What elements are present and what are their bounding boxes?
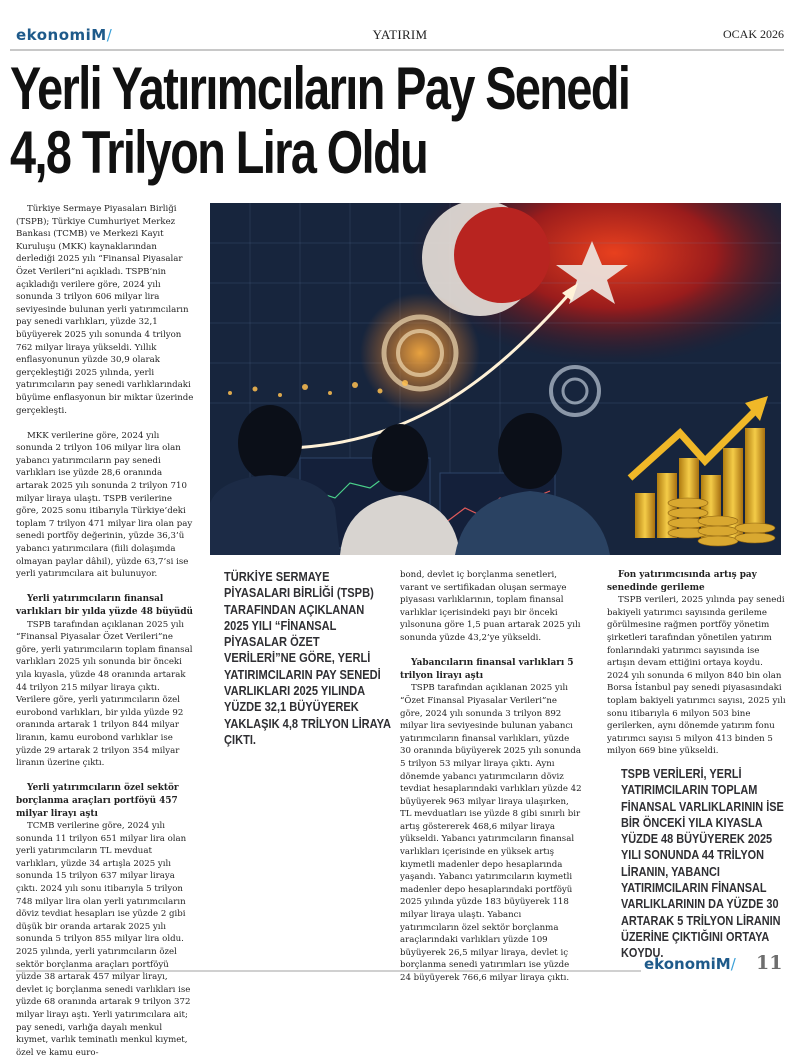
issue-date: OCAK 2026	[722, 27, 784, 41]
section-label: YATIRIM	[372, 27, 428, 42]
hero-image	[210, 203, 781, 555]
paragraph: MKK verilerine göre, 2024 yılı sonunda 2 trilyon 106 milyar lira olan yabancı yatırımcıların pay senedi varlıkları ise yüzde 28,6 oranında artarak 2025 yılı sonunda 2 trilyon 710 milyar liraya ulaştı. TSPB verilerine göre, 2025 sonu itibarıyla Türkiye’deki toplam 7 trilyon 471 milyar lira olan pay senedi portföy değerinin, yüzde 36,3’ü yabancı yatırımcılara (fiili dolaşımda olmayan paylar dâhil), yüzde 63,7’si ise yerli yatırımcılara ait bulunuyor.	[16, 430, 193, 580]
paragraph: TSPB tarafından açıklanan 2025 yılı “Özet Finansal Piyasalar Verileri”ne göre, 2024 yılı sonunda 3 trilyon 892 milyar lira seviyesinde bulunan yabancı yatırımcıların finansal varlıkları, yüzde 30 oranında büyüyerek 2025 yılı sonunda 5 trilyon 53 milyar liraya çıktı. Aynı dönemde yabancı yatırımcıların döviz tevdiat hesaplarındaki varlıkları yüzde 42 büyüyerek 963 milyar liraya ulaşırken, TL mevduatları ise yüzde 8 gibi sınırlı bir artış göstererek 468,6 milyar liraya yükseldi. Yabancı yatırımcıların finansal varlıkları içerisinde en yüksek artış kıymetli madenler depo hesaplarında yaşandı. Yabancı yatırımcıların kıymetli madenler depo hesaplarındaki portföyü 2025 yılında yüzde 183 büyüyerek 118 milyar liraya ulaştı. Yabancı yatırımcıların özel sektör borçlanma araçlarındaki varlıkları yüzde 109 büyüyerek 26,5 milyar liraya, devlet iç borçlanma senedi yatırımları ise yüzde 24 büyüyerek 766,6 milyar liraya çıktı.	[400, 683, 582, 983]
paragraph: Türkiye Sermaye Piyasaları Birliği (TSPB); Türkiye Cumhuriyet Merkez Bankası (TCMB) ve Merkezi Kayıt Kuruluşu (MKK) kaynaklarından derlediği 2025 yılı “Finansal Piyasalar Özet Verileri”ni açıkladı. TSPB’nin açıkladığı verilere göre, 2024 yılı sonunda 3 trilyon 606 milyar lira seviyesinde bulunan yerli yatırımcıların pay senedi varlıkları, yüzde 32,1 büyüyerek 2025 yılı sonunda 4 trilyon 762 milyar liraya yükseldi. Yıllık enflasyonunun yüzde 30,9 olarak gerçekleştiği 2025 yılında, yerli yatırımcıların pay senedi varlıklarındaki büyüme enflasyonun bir miktar üzerinde gerçekleşti.	[16, 204, 194, 416]
headline-line-2: 4,8 Trilyon Lira Oldu	[10, 119, 428, 186]
page-number: 11	[756, 952, 783, 974]
footer-logo	[644, 955, 736, 973]
logo-mark: /	[106, 26, 113, 44]
pull-quote-1: TÜRKİYE SERMAYE PİYASALARI BİRLİĞİ (TSPB) TARAFINDAN AÇIKLANAN 2025 YILI “FİNANSAL PİYASALAR ÖZET VERİLERİ”NE GÖRE, YERLİ YATIRIMCILARIN PAY SENEDİ VARLIKLARI 2025 YILINDA YÜZDE 32,1 BÜYÜYEREK YAKLAŞIK 4,8 TRİLYON LİRAYA ÇIKTI.	[224, 569, 391, 747]
page-header	[16, 24, 784, 50]
paragraph: TSPB tarafından açıklanan 2025 yılı “Finansal Piyasalar Özet Verileri”ne göre, yerli yatırımcıların toplam finansal varlıkları 2025 yılı sonunda bir önceki yıla kıyasla, yüzde 48 oranında artarak 44 trilyon 215 milyar liraya çıktı. Verilere göre, yerli yatırımcıların özel eurobond varlıkları, bir yılda yüzde 92 oranında artarak 1 trilyon 844 milyar liranın, kamu eurobond varlıklar ise yüzde 29 artarak 2 trilyon 354 milyar liranın üzerine çıktı.	[16, 619, 193, 769]
paragraph: TCMB verilerine göre, 2024 yılı sonunda 11 trilyon 651 milyar lira olan yerli yatırımcıların TL mevduat varlıkları, yüzde 34 artışla 2025 yılı sonunda 15 trilyon 637 milyar liraya çıktı. 2024 yılı sonu itibarıyla 5 trilyon 748 milyar lira olan yerli yatırımcıların döviz tevdiat hesapları ise yüzde 2 gibi düşük bir oranda artarak 2025 yılı sonunda 5 trilyon 855 milyar lira oldu. 2025 yılında, yerli yatırımcıların özel sektör borçlanma araçları portföyü yüzde 38 artarak 457 milyar lirayı, devlet iç borçlanma senedi varlıkları ise yüzde 68 oranında artarak 9 trilyon 372 milyar lirayı aştı. Yerli yatırımcılara ait; pay senedi, varlığa dayalı menkul kıymet, varlık teminatlı menkul kıymet, özel ve kamu euro-	[16, 821, 191, 1058]
article-column-1	[16, 203, 196, 1059]
logo-text: ekonomiM	[16, 26, 107, 44]
subheading: Yabancıların finansal varlıkları 5 trilyon lirayı aştı	[400, 658, 574, 681]
subheading: Yerli yatırımcıların finansal varlıkları bir yılda yüzde 48 büyüdü	[16, 594, 193, 617]
headline-line-1: Yerli Yatırımcıların Pay Senedi	[10, 55, 630, 122]
paragraph: bond, devlet iç borçlanma senetleri, varant ve sertifikadan oluşan sermaye piyasası varlıklarının, toplam finansal varlıklar içerisindeki payı bir önceki yılsonuna göre 1,5 puan artarak 2025 yılı sonunda yüzde 43,2’ye yükseldi.	[400, 570, 581, 643]
article-column-3	[400, 569, 582, 985]
logo-mark: /	[730, 955, 736, 973]
hero-illustration	[210, 203, 781, 555]
article-headline	[10, 55, 630, 186]
pull-quote-2: TSPB VERİLERİ, YERLİ YATIRIMCILARIN TOPLAM FİNANSAL VARLIKLARININ İSE BİR ÖNCEKİ YILA KIYASLA YÜZDE 48 BÜYÜYEREK 2025 YILI SONUNDA 44 TRİLYON LİRANIN, YABANCI YATIRIMCILARIN FİNANSAL VARLIKLARININ DA YÜZDE 30 ARTARAK 5 TRİLYON LİRANIN ÜZERİNE ÇIKTIĞINI ORTAYA KOYDU.	[621, 766, 784, 961]
logo-text: ekonomiM	[644, 955, 731, 973]
subheading: Fon yatırımcısında artış pay senedinde gerileme	[607, 570, 757, 593]
footer-divider	[16, 970, 641, 972]
header-divider	[10, 49, 784, 51]
article-column-4	[607, 569, 787, 758]
subheading: Yerli yatırımcıların özel sektör borçlanma araçları portföyü 457 milyar lirayı aştı	[16, 783, 179, 819]
paragraph: TSPB verileri, 2025 yılında pay senedi bakiyeli yatırımcı sayısında gerileme görülmesine rağmen portföy yönetim şirketleri tarafından yönetilen yatırım fonlarındaki yatırımcı sayısında ise artışın devam ettiğini ortaya koydu. 2024 yılı sonunda 6 milyon 840 bin olan Borsa İstanbul pay senedi piyasasındaki toplam bakiyeli yatırımcı sayısı, 2025 yılı sonu itibarıyla 6 milyon 503 bine gerilerken, aynı dönemde yatırım fonu yatırımcı sayısı 5 milyon 413 binden 5 milyon 669 bine yükseldi.	[607, 595, 786, 757]
